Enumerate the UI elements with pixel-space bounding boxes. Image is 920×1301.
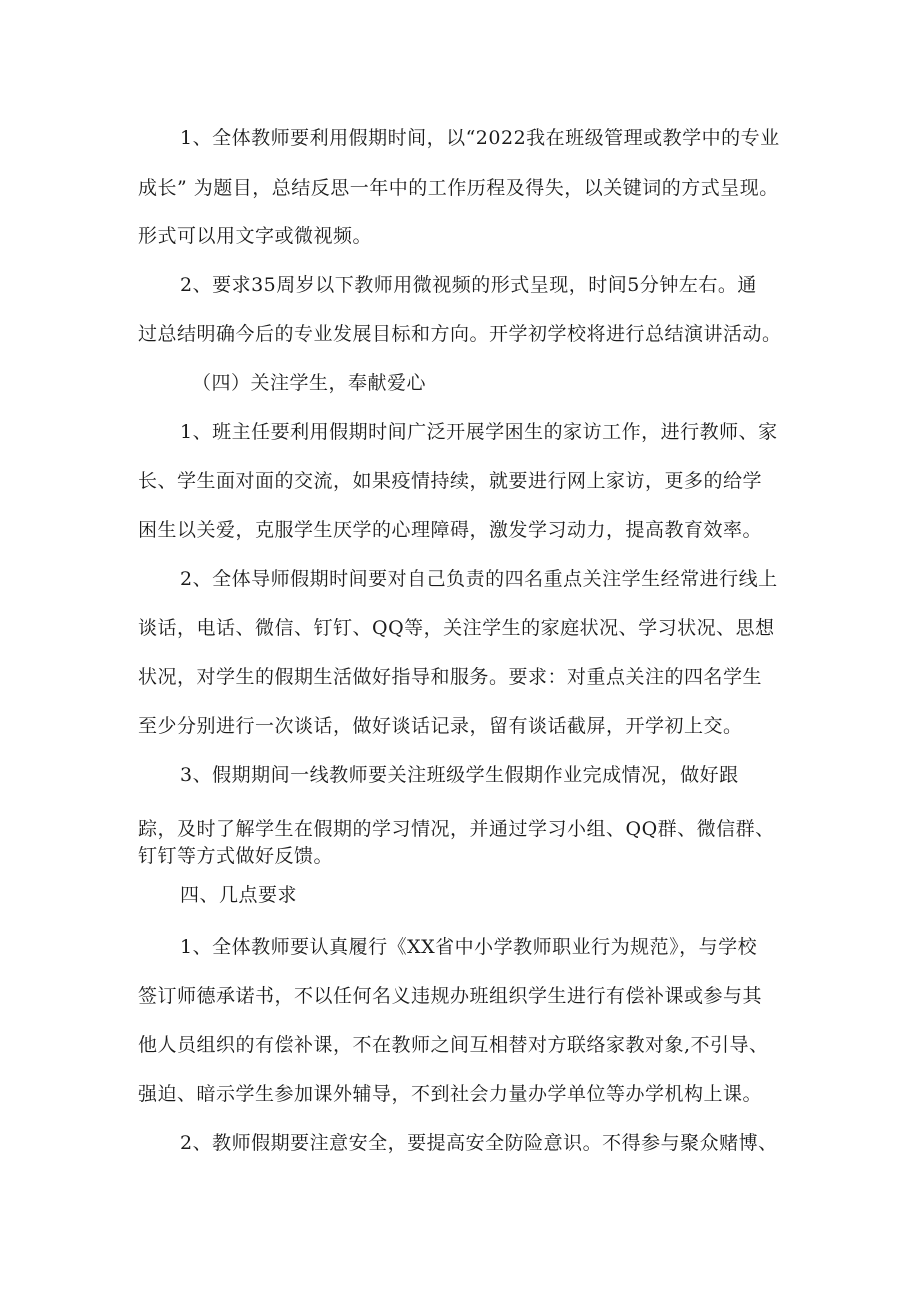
- text-line: 钉钉等方式做好反馈。: [138, 845, 334, 867]
- text-line: 2、全体导师假期时间要对自己负责的四名重点关注学生经常进行线上: [180, 568, 778, 590]
- text-line: 1、班主任要利用假期时间广泛开展学困生的家访工作，进行教师、家: [180, 421, 778, 443]
- text-line: 过总结明确今后的专业发展目标和方向。开学初学校将进行总结演讲活动。: [138, 323, 782, 345]
- text-line: 状况，对学生的假期生活做好指导和服务。要求：对重点关注的四名学生: [138, 666, 763, 688]
- text-line: 签订师德承诺书，不以任何名义违规办班组织学生进行有偿补课或参与其: [138, 985, 763, 1007]
- text-line: 形式可以用文字或微视频。: [138, 225, 373, 247]
- text-line: 1、全体教师要认真履行《XX省中小学教师职业行为规范》，与学校: [180, 936, 758, 958]
- text-line: 踪，及时了解学生在假期的学习情况，并通过学习小组、QQ群、微信群、: [138, 818, 775, 840]
- text-line: 强迫、暗示学生参加课外辅导，不到社会力量办学单位等办学机构上课。: [138, 1083, 763, 1105]
- text-line: 谈话，电话、微信、钉钉、QQ等，关注学生的家庭状况、学习状况、思想: [138, 617, 775, 639]
- text-line: 他人员组织的有偿补课，不在教师之间互相替对方联络家教对象,不引导、: [138, 1034, 769, 1056]
- text-line: 2、要求35周岁以下教师用微视频的形式呈现，时间5分钟左右。通: [180, 274, 757, 296]
- text-line: 成长” 为题目，总结反思一年中的工作历程及得失，以关键词的方式呈现。: [138, 177, 779, 199]
- text-line: 2、教师假期要注意安全，要提高安全防险意识。不得参与聚众赌博、: [180, 1132, 778, 1154]
- text-line: 1、全体教师要利用假期时间，以“2022我在班级管理或教学中的专业: [180, 127, 780, 149]
- section-heading: （四）关注学生，奉献爱心: [192, 372, 427, 394]
- text-line: 困生以关爱，克服学生厌学的心理障碍，激发学习动力，提高教育效率。: [138, 519, 763, 541]
- text-line: 长、学生面对面的交流，如果疫情持续，就要进行网上家访，更多的给学: [138, 470, 763, 492]
- text-line: 3、假期期间一线教师要关注班级学生假期作业完成情况，做好跟: [180, 764, 739, 786]
- text-line: 至少分别进行一次谈话，做好谈话记录，留有谈话截屏，开学初上交。: [138, 715, 743, 737]
- section-heading: 四、几点要求: [180, 884, 298, 906]
